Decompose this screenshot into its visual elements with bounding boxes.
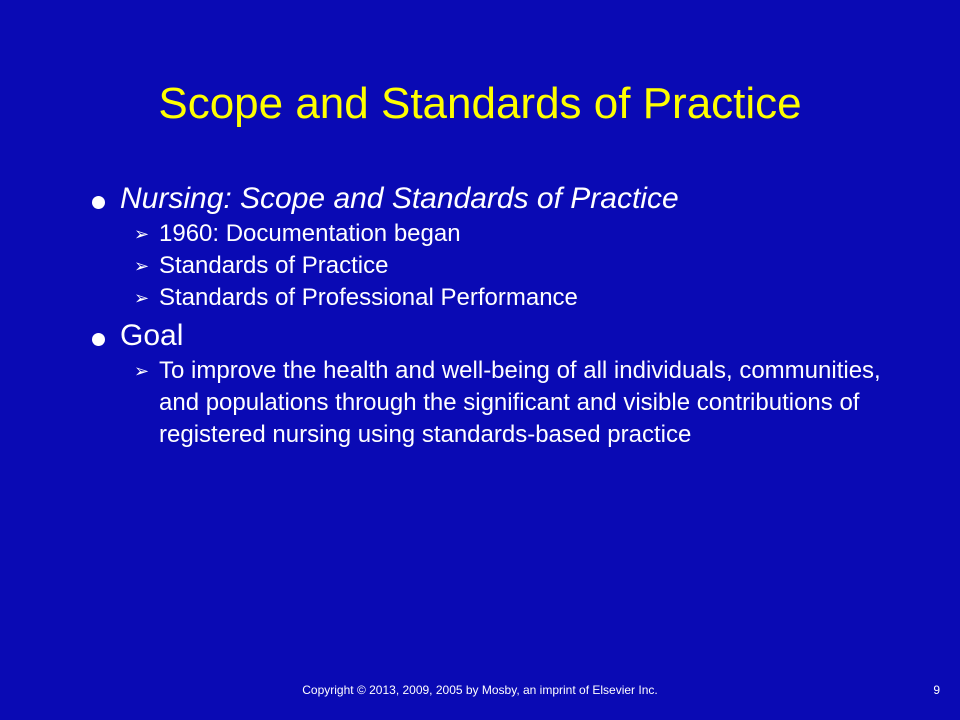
sub-item [88, 282, 888, 314]
sub-item-text: To improve the health and well-being of all individuals, communities, and populations through the significant and visible contributions of registered nursing using standards-based practice [159, 357, 881, 448]
page-number: 9 [933, 683, 940, 697]
sub-item-text: 1960: Documentation began [159, 220, 461, 247]
arrow-bullet-icon: ➢ [134, 224, 150, 244]
arrow-bullet-icon: ➢ [134, 288, 150, 308]
bullet-text: Nursing: Scope and Standards of Practice [120, 182, 679, 215]
sub-item [88, 218, 888, 250]
sub-item [88, 355, 888, 451]
slide-title: Scope and Standards of Practice [158, 79, 802, 128]
slide-content [88, 180, 888, 455]
bullet-dot-icon [92, 333, 105, 346]
sub-item-text: Standards of Practice [159, 252, 389, 279]
sub-item-text: Standards of Professional Performance [159, 284, 578, 311]
sub-item [88, 250, 888, 282]
bullet-text: Goal [120, 319, 184, 352]
bullet-nursing-scope [88, 180, 888, 218]
sub-list-goal [88, 355, 888, 451]
arrow-bullet-icon: ➢ [134, 361, 150, 381]
bullet-goal [88, 317, 888, 355]
arrow-bullet-icon: ➢ [134, 256, 150, 276]
sub-list-nursing [88, 218, 888, 314]
copyright-footer: Copyright © 2013, 2009, 2005 by Mosby, an imprint of Elsevier Inc. [302, 683, 658, 697]
bullet-dot-icon [92, 196, 105, 209]
